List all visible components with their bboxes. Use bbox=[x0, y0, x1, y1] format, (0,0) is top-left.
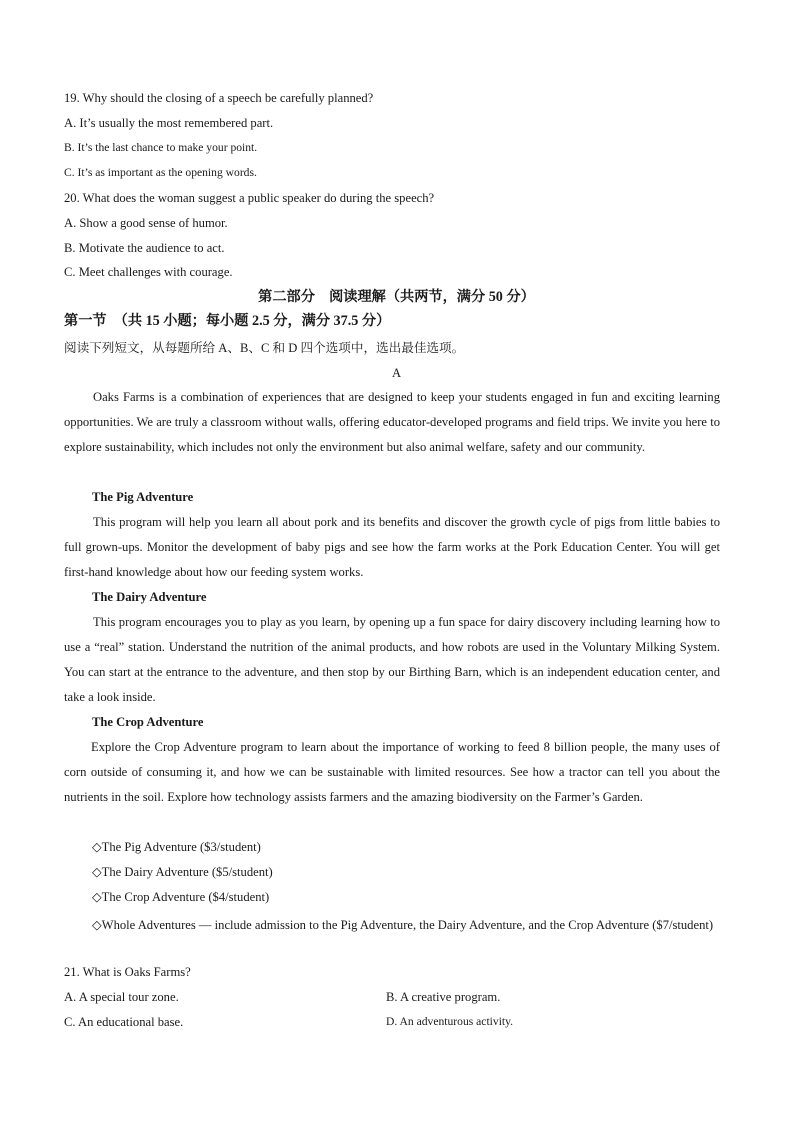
price-pig: ◇The Pig Adventure ($3/student) bbox=[92, 840, 261, 854]
price-crop: ◇The Crop Adventure ($4/student) bbox=[92, 890, 270, 904]
q19-option-b: B. It’s the last chance to make your point. bbox=[64, 141, 258, 154]
q20-option-a: A. Show a good sense of humor. bbox=[64, 216, 228, 230]
passage-letter: A bbox=[391, 366, 402, 380]
price-dairy: ◇The Dairy Adventure ($5/student) bbox=[92, 865, 273, 879]
q20-option-c: C. Meet challenges with courage. bbox=[64, 265, 233, 279]
reading-instruction: 阅读下列短文，从每题所给 A、B、C 和 D 四个选项中，选出最佳选项。 bbox=[64, 341, 465, 355]
passage-intro: Oaks Farms is a combination of experiences that are designed to keep your students engaged in fun and exciting learning opportunities. We are truly a classroom without walls, offering educator-developed programs and field trips. We invite you here to explore sustainability, which includes not only the environment but also animal welfare, safety and our community. bbox=[64, 390, 720, 454]
q21-option-d: D. An adventurous activity. bbox=[386, 1015, 514, 1028]
q20-question: 20. What does the woman suggest a public speaker do during the speech? bbox=[64, 191, 435, 205]
q21-option-b: B. A creative program. bbox=[386, 990, 501, 1004]
crop-adventure-text: Explore the Crop Adventure program to learn about the importance of working to feed 8 billion people, the many uses of corn outside of consuming it, and how we can be sustainable with limited resources. See how a tractor can tell you about the nutrients in the soil. Explore how technology assists farmers and the amazing biodiversity on the Farmer’s Garden. bbox=[64, 740, 720, 804]
dairy-adventure-title: The Dairy Adventure bbox=[92, 590, 207, 604]
pig-adventure-title: The Pig Adventure bbox=[92, 490, 194, 504]
q21-question: 21. What is Oaks Farms? bbox=[64, 965, 191, 979]
section1-title: 第一节 （共 15 小题；每小题 2.5 分，满分 37.5 分） bbox=[64, 313, 391, 329]
q20-option-b: B. Motivate the audience to act. bbox=[64, 241, 225, 255]
q21-option-c: C. An educational base. bbox=[64, 1015, 184, 1029]
part2-title: 第二部分 阅读理解（共两节，满分 50 分） bbox=[258, 289, 535, 305]
pig-adventure-text: This program will help you learn all about pork and its benefits and discover the growth cycle of pigs from little babies to full grown-ups. Monitor the development of baby pigs and see how the farm works at the Pork Education Center. You will get first-hand knowledge about how our feeding system works. bbox=[64, 515, 720, 579]
price-whole: ◇Whole Adventures — include admission to the Pig Adventure, the Dairy Adventure, and the Crop Adventure ($7/student) bbox=[92, 918, 714, 932]
q19-option-c: C. It’s as important as the opening words. bbox=[64, 166, 257, 179]
crop-adventure-title: The Crop Adventure bbox=[92, 715, 204, 729]
q21-option-a: A. A special tour zone. bbox=[64, 990, 179, 1004]
q19-option-a: A. It’s usually the most remembered part. bbox=[64, 116, 274, 130]
q19-question: 19. Why should the closing of a speech be carefully planned? bbox=[64, 91, 374, 105]
dairy-adventure-text: This program encourages you to play as you learn, by opening up a fun space for dairy discovery including learning how to use a “real” station. Understand the nutrition of the animal products, and how robots are used in the Voluntary Milking System. You can start at the entrance to the adventure, and then stop by our Birthing Barn, which is an independent education center, and take a look inside. bbox=[64, 615, 720, 704]
